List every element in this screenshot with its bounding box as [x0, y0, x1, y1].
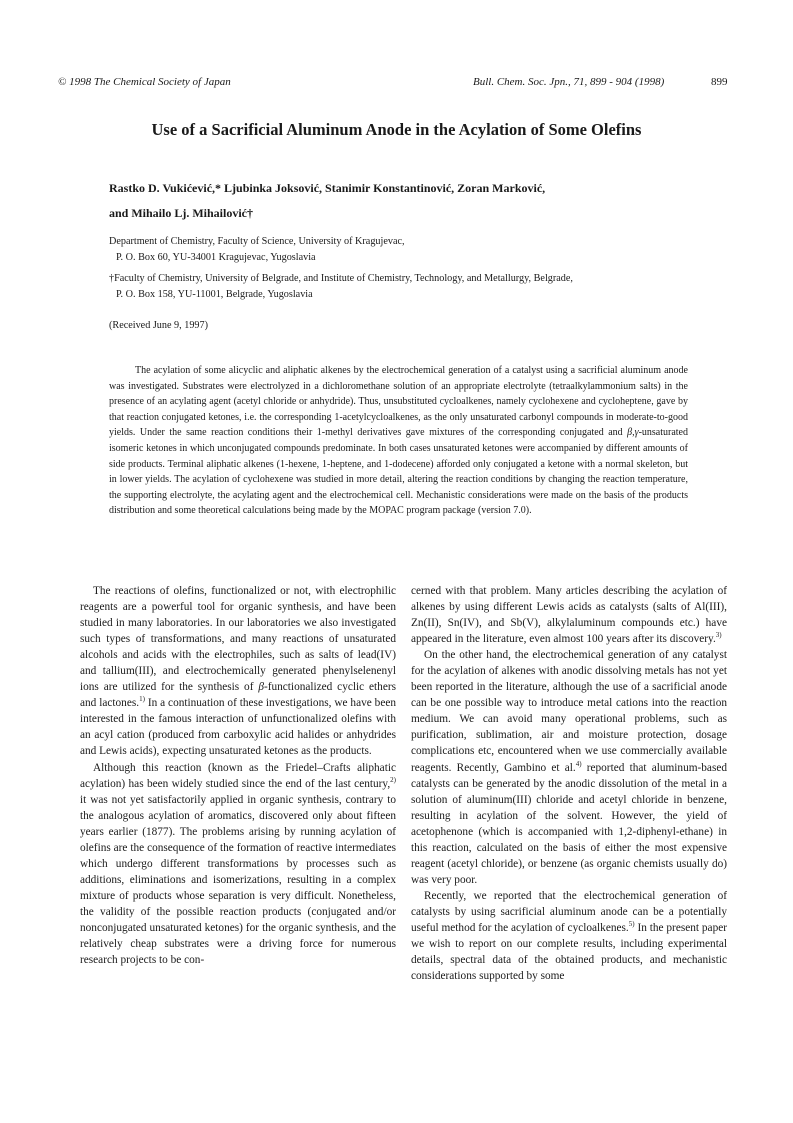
affiliation-2-line-2: P. O. Box 158, YU-11001, Belgrade, Yugoslavia — [116, 288, 313, 300]
body-text: In a continuation of these investigations, we have been interested in the famous interaction of unfunctionalized olefins with an acyl cation (produced from carboxylic acid halides or anhydrides and Lewis acids), expecting unsaturated ketones as the products. — [80, 697, 396, 758]
reference-marker: 2) — [390, 775, 396, 784]
abstract-text-2: -unsaturated isomeric ketones in which unconjugated compounds predominate. In both cases unsaturated ketones were accompanied by different amounts of side products. Terminal aliphatic alkenes (1-hexene, 1-heptene, and 1-dodecene) afforded only conjugated a ketone with a normal skeleton, but in lower yields. The acylation of cyclohexene was studied in more detail, altering the reaction conditions by changing the reaction temperature, the supporting electrolyte, the acylating agent and the electrochemical cell. Mechanistic considerations were made on the basis of the products distribution and some theoretical calculations being made by the MOPAC program package (version 7.0). — [109, 427, 688, 517]
affiliation-1 — [109, 234, 405, 265]
authors-line-2: and Mihailo Lj. Mihailović† — [109, 206, 254, 220]
page-number: 899 — [711, 76, 728, 88]
body-text: The reactions of olefins, functionalized or not, with electrophilic reagents are a powerful tool for organic synthesis, and have been studied in many laboratories. In our laboratories we also investigated such types of transformations, and many reactions of unsaturated alcohols and acids with the electrophiles, such as salts of lead(IV) and tallium(III), and electrochemically generated phenylselenenyl ions are utilized for the synthesis of — [80, 585, 396, 694]
reference-marker: 5) — [628, 920, 635, 929]
body-paragraph — [80, 583, 396, 760]
copyright-notice: © 1998 The Chemical Society of Japan — [58, 76, 231, 88]
received-date: (Received June 9, 1997) — [109, 320, 209, 331]
abstract — [109, 363, 688, 519]
body-text: On the other hand, the electrochemical generation of any catalyst for the acylation of alkenes with anodic dissolving metals has not yet been reported in the literature, although the use of a sacrificial anode can be one possible way to introduce metal cations into the reaction medium. We can avoid many operational problems, such as purification, sublimation, air and moisture protection, dosage complications etc, encountered when we use commercially available reagents. Recently, Gambino et al. — [411, 649, 727, 774]
body-paragraph — [411, 888, 727, 984]
body-paragraph — [80, 760, 396, 969]
body-text: Although this reaction (known as the Friedel–Crafts aliphatic acylation) has been widely studied since the end of the last century, — [80, 761, 396, 790]
body-text: In the present paper we wish to report on our complete results, including experimental details, spectral data of the obtained products, and mechanistic considerations supported by some — [411, 921, 727, 983]
body-text: -functionalized cyclic ethers and lactones. — [80, 681, 396, 710]
reference-marker: 3) — [715, 631, 722, 640]
affiliation-1-line-1: Department of Chemistry, Faculty of Science, University of Kragujevac, — [109, 236, 405, 247]
body-paragraph — [411, 647, 727, 888]
body-column-right — [411, 583, 727, 984]
authors-line-1: Rastko D. Vukićević,* Ljubinka Joksović, Stanimir Konstantinović, Zoran Marković, — [109, 181, 546, 195]
body-paragraph — [411, 583, 727, 647]
paper-title: Use of a Sacrificial Aluminum Anode in the Acylation of Some Olefins — [151, 120, 642, 139]
affiliation-1-line-2: P. O. Box 60, YU-34001 Kragujevac, Yugoslavia — [116, 251, 316, 263]
affiliation-2-line-1: †Faculty of Chemistry, University of Belgrade, and Institute of Chemistry, Technology, and Metallurgy, Belgrade, — [109, 273, 573, 284]
body-text: reported that aluminum-based catalysts can be generated by the anodic dissolution of the metal in a solution of aluminum(III) chloride and acetyl chloride in benzene, resulting in acylation of the solvent. However, the yield of acetophenone (which is accompanied with 1,2-diphenyl-ethane) in this reaction, calculated on the basis of either the most expensive reagent (acetyl chloride), or benzene (as organic chemists usually do) was very poor. — [411, 761, 727, 886]
abstract-greek: β,γ — [627, 427, 639, 439]
journal-citation: Bull. Chem. Soc. Jpn., 71, 899 - 904 (1998) — [473, 76, 665, 88]
body-text: Recently, we reported that the electrochemical generation of catalysts by using sacrificial aluminum anode can be a potentially useful method for the acylation of cycloalkenes. — [411, 889, 727, 934]
affiliation-2 — [109, 271, 573, 302]
body-column-left — [80, 583, 396, 968]
abstract-text-1: The acylation of some alicyclic and aliphatic alkenes by the electrochemical generation of a catalyst using a sacrificial aluminum anode was investigated. Substrates were electrolyzed in a dichloromethane solution of an appropriate electrolyte (tetraalkylammonium salts) in the presence of an acylating agent (acetyl chloride or anhydride). Thus, unsubstituted cycloalkenes, namely cyclohexene and cycloheptene, gave by that reaction conjugated ketones, i.e. the corresponding 1-acetylcycloalkenes, as the only unsaturated carbonyl compounds in moderate-to-good yields. Under the same reaction conditions their 1-methyl derivatives gave mixtures of the corresponding conjugated and — [109, 365, 688, 439]
body-greek: β — [258, 681, 264, 694]
reference-marker: 4) — [575, 759, 582, 768]
reference-marker: 1) — [139, 695, 145, 704]
body-text: it was not yet satisfactorily applied in organic synthesis, contrary to the analogous acylation of aromatics, discovered only about fifteen years earlier (1877). The problems arising by running acylation of olefins are the consequence of the formation of reactive intermediates which undergo different transformations by processes such as additions, eliminations and isomerizations, resulting in a complex mixture of products whose separation is very difficult. Nonetheless, the validity of the possible reaction products (conjugated and/or nonconjugated unsaturated ketones) for the organic synthesis, and the relatively cheap substrates were a driving force for numerous research projects to be con- — [80, 793, 396, 967]
body-text: cerned with that problem. Many articles describing the acylation of alkenes by using different Lewis acids as catalysts (salts of Al(III), Zn(II), Sn(IV), and Sb(V), alkylaluminum compounds etc.) have appeared in the literature, even almost 100 years after its discovery. — [411, 585, 727, 646]
